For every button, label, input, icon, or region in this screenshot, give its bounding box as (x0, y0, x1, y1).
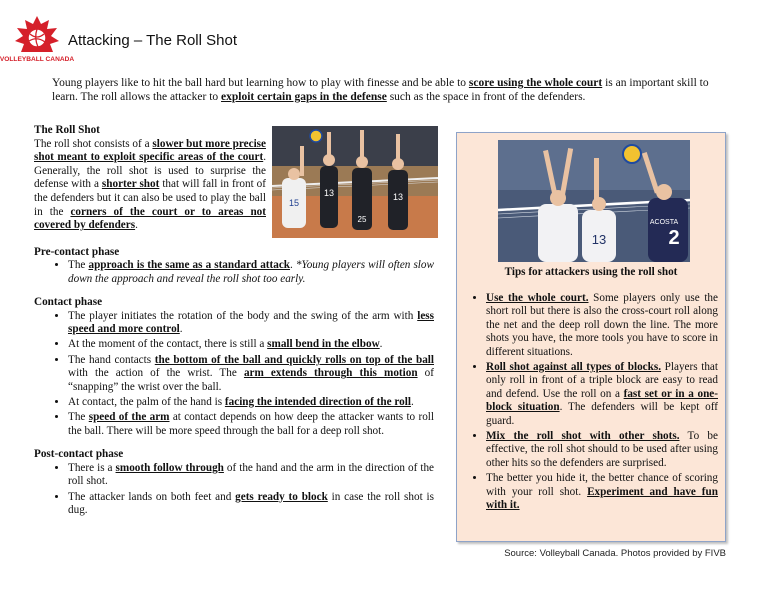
list-item: • The hand contacts the bottom of the ball and quickly rolls on top of the ball with the action of the wrist. The arm extends through this motion of “snapping” the wrist over the ball. (68, 354, 434, 394)
list-item: • Use the whole court. Some players only use the short roll but there is also the cross-court roll along the net and the deep roll down the line. The more shots you have, the more tools you have to score in different situations. (486, 292, 718, 359)
list-item: • The speed of the arm at contact depends on how deep the attacker wants to roll the ball. There will be more speed through the ball for a deep roll shot. (68, 411, 434, 438)
list-item: • There is a smooth follow through of the hand and the arm in the direction of the roll shot. (68, 462, 434, 489)
list-item: • At contact, the palm of the hand is facing the intended direction of the roll. (68, 396, 434, 409)
logo-text: VOLLEYBALL CANADA (0, 56, 75, 63)
source-note: Source: Volleyball Canada. Photos provided by FIVB (504, 548, 726, 559)
jersey-number: 13 (392, 192, 404, 202)
post-contact-heading: Post-contact phase (34, 448, 124, 461)
jersey-number: 13 (323, 188, 335, 198)
pre-contact-heading: Pre-contact phase (34, 246, 120, 258)
phases-section (34, 246, 434, 525)
jersey-number: 13 (591, 232, 607, 247)
volleyball-photo-2 (498, 140, 690, 262)
post-contact-section (34, 448, 434, 517)
list-item: • The attacker lands on both feet and gets ready to block in case the roll shot is dug. (68, 491, 434, 518)
roll-shot-heading: The Roll Shot (34, 124, 100, 136)
list-item: • The approach is the same as a standard attack. *Young players will often slow down the approach and reveal the roll shot too early. (68, 259, 434, 286)
list-item: • The better you hide it, the better chance of scoring with your roll shot. Experiment and have fun with it. (486, 472, 718, 512)
contact-heading: Contact phase (34, 296, 103, 309)
volleyball-canada-logo (0, 14, 75, 70)
list-item: • At the moment of the contact, there is still a small bend in the elbow. (68, 338, 434, 351)
list-item: • Mix the roll shot with other shots. To be effective, the roll shot should to be used after using other hits so the defenders are surprised. (486, 430, 718, 470)
tips-title: Tips for attackers using the roll shot (504, 266, 678, 278)
jersey-number: 2 (668, 227, 680, 249)
jersey-number: 25 (357, 215, 367, 224)
intro-paragraph: Young players like to hit the ball hard but learning how to play with finesse and be able to score using the whole court is an important skill to learn. The roll allows the attacker to exploit certain gaps in the defense such as the space in front of the defenders. (52, 77, 709, 103)
jersey-number: 15 (288, 198, 300, 208)
list-item: • Roll shot against all types of blocks. Players that only roll in front of a triple block are easy to read and defend. Use the roll on a fast set or in a one-block situation. The defenders will be kept off guard. (486, 361, 718, 428)
contact-section (34, 296, 434, 438)
tips-list (468, 292, 718, 515)
pre-contact-section (34, 246, 434, 286)
list-item: • The player initiates the rotation of the body and the swing of the arm with less speed and more control. (68, 310, 434, 337)
page-title: Attacking – The Roll Shot (68, 32, 237, 49)
volleyball-photo-1 (272, 126, 438, 238)
jersey-name: ACOSTA (649, 219, 679, 226)
roll-shot-section: The Roll Shot The roll shot consists of a slower but more precise shot meant to exploit specific areas of the court. Generally, the roll shot is used to surprise the defense with a shorter shot that will fall in front of the defenders but it can also be used to play the ball in the corners of the court or to areas not covered by defenders. (34, 124, 266, 232)
